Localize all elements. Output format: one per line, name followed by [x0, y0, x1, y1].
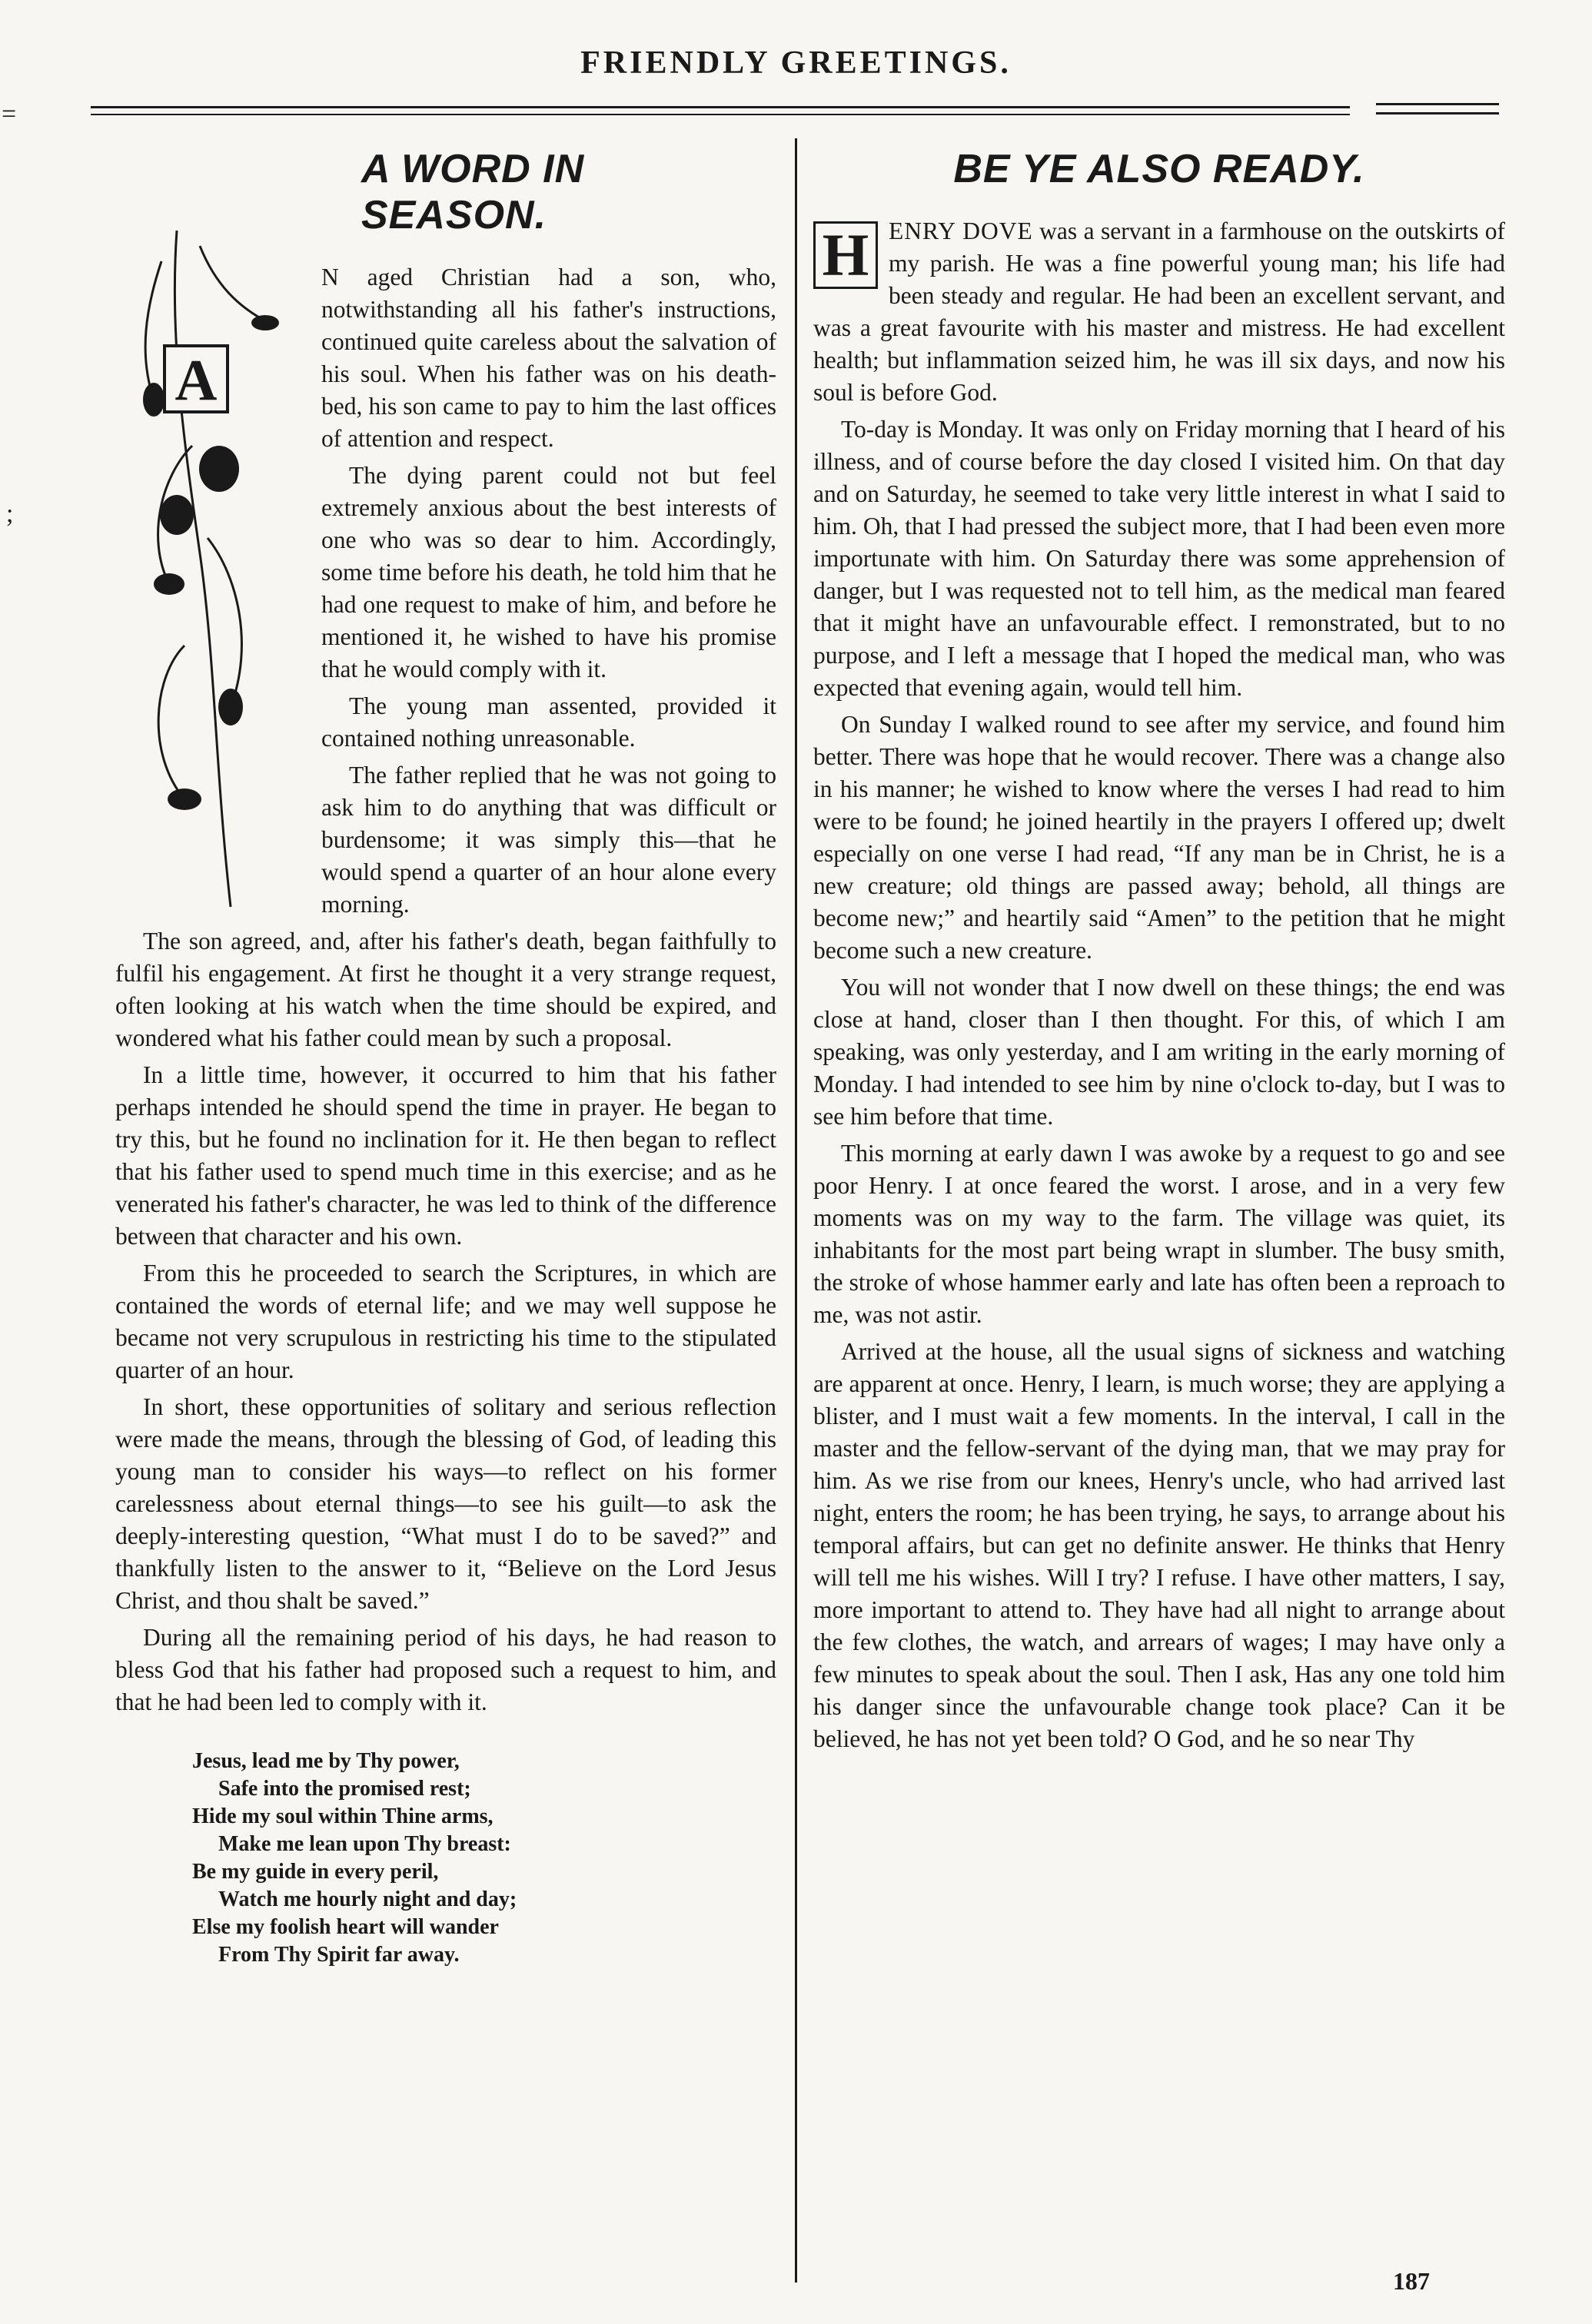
left-paragraph-9: During all the remaining period of his days, he had reason to bless God that his father had proposed such a request to him, and that he had been led to comply with it.	[115, 1624, 776, 1715]
lead-smallcaps: ENRY DOVE	[889, 217, 1033, 244]
header-rule-bottom	[91, 114, 1350, 115]
poem-line: Make me lean upon Thy breast:	[218, 1832, 511, 1856]
poem-line: Jesus, lead me by Thy power,	[192, 1749, 460, 1773]
margin-mark-semicolon: ;	[6, 500, 14, 528]
right-column	[813, 146, 1505, 1755]
left-paragraph-5: The son agreed, and, after his father's death, began faithfully to fulfil his engagement. At first he thought it a very strange request, often looking at his watch when the time should be expired, and wondered what his father could mean by such a proposal.	[115, 928, 776, 1051]
header-rule-right-top	[1376, 103, 1499, 105]
article-title-right: BE YE ALSO READY.	[953, 147, 1365, 191]
header-rule-right-bottom	[1376, 112, 1499, 115]
column-divider	[795, 138, 797, 2282]
left-paragraph-2: The dying parent could not but feel extremely anxious about the best interests of one who was so dear to him. Accordingly, some time before his death, he told him that he had one request to make of him, and before he mentioned it, he wished to have his promise that he would comply with it.	[321, 462, 776, 682]
left-paragraph-6: In a little time, however, it occurred to him that his father perhaps intended he should spend the time in prayer. He began to try this, but he found no inclination for it. He then began to reflect that his father used to spend much time in this exercise; and as he venerated his father's character, he was led to think of the difference between that character and his own.	[115, 1061, 776, 1250]
right-paragraph-4: You will not wonder that I now dwell on these things; the end was close at hand, closer than I then thought. For this, of which I am speaking, was only yesterday, and I am writing in the early morning of Monday. I had intended to see him by nine o'clock to-day, but I was to see him before that time.	[813, 974, 1505, 1130]
left-paragraph-4: The father replied that he was not going to ask him to do anything that was difficult or burdensome; it was simply this—that he would spend a quarter of an hour alone every morning.	[321, 762, 776, 918]
right-paragraph-1	[813, 215, 1505, 409]
left-paragraph-7: From this he proceeded to search the Scriptures, in which are contained the words of eternal life; and we may well suppose he became not very scrupulous in restricting his time to the stipulated quarter of an hour.	[115, 1260, 776, 1383]
poem-line: Safe into the promised rest;	[218, 1777, 471, 1801]
page-number: 187	[1393, 2267, 1430, 2295]
masthead: FRIENDLY GREETINGS.	[580, 45, 1012, 81]
hymn-verse	[192, 1748, 776, 1969]
poem-line: Else my foolish heart will wander	[192, 1915, 499, 1939]
margin-mark-left: =	[2, 100, 17, 128]
left-paragraph-3: The young man assented, provided it contained nothing unreasonable.	[321, 692, 776, 752]
left-paragraph-8: In short, these opportunities of solitary and serious reflection were made the means, through the blessing of God, of leading this young man to consider his ways—to reflect on his former carelessness about eternal things—to see his guilt—to ask the deeply-interesting question, “What must I do to be saved?” and thankfully listen to the answer to it, “Believe on the Lord Jesus Christ, and thou shalt be saved.”	[115, 1393, 776, 1614]
right-paragraph-3: On Sunday I walked round to see after my service, and found him better. There was hope that he would recover. There was a change also in his manner; he wished to know where the verses I had read to him were to be found; he joined heartily in the prayers I offered up; dwelt especially on one verse I had read, “If any man be in Christ, he is a new creature; old things are passed away; behold, all things are become new;” and heartily said “Amen” to the petition that he might become such a new creature.	[813, 711, 1505, 964]
dropcap-left: A	[174, 348, 218, 413]
right-paragraph-6: Arrived at the house, all the usual signs of sickness and watching are apparent at once. Henry, I learn, is much worse; they are applying a blister, and I must wait a few moments. In the interval, I call in the master and the fellow-servant of the dying man, that we may pray for him. As we rise from our knees, Henry's uncle, who had arrived last night, enters the room; he has been trying, he says, to arrange about his temporal affairs, but can get no definite answer. He thinks that Henry will tell me his wishes. Will I try? I refuse. I have other matters, I say, more important to attend to. They have had all night to arrange about the few clothes, the watch, and arrears of wages; I may have only a few minutes to speak about the soul. Then I ask, Has any one told him his danger since the unfavourable change took place? Can it be believed, he has not yet been told? O God, and he so near Thy	[813, 1338, 1505, 1752]
right-paragraph-5: This morning at early dawn I was awoke by a request to go and see poor Henry. I at once feared the worst. I arose, and in a very few moments was on my way to the farm. The village was quiet, its inhabitants for the most part being wrapt in slumber. The busy smith, the stroke of whose hammer early and late has often been a reproach to me, was not astir.	[813, 1140, 1505, 1328]
left-paragraph-1: N aged Christian had a son, who, notwithstanding all his father's instructions, continued quite careless about the salvation of his soul. When his father was on his death-bed, his son came to pay to him the last offices of attention and respect.	[321, 264, 776, 452]
floral-ornament-icon	[85, 215, 307, 922]
poem-line: Hide my soul within Thine arms,	[192, 1804, 494, 1828]
poem-line: From Thy Spirit far away.	[218, 1943, 460, 1967]
article-title-left: A WORD IN SEASON.	[361, 147, 585, 237]
right-paragraph-1-text: was a servant in a farmhouse on the outskirts of my parish. He was a fine powerful young man; his life had been steady and regular. He had been an excellent servant, and was a great favourite with his master and mistress. He had excellent health; but inflammation seized him, he was ill six days, and now his soul is before God.	[813, 217, 1505, 406]
dropcap-right: H	[813, 221, 878, 289]
poem-line: Watch me hourly night and day;	[218, 1887, 517, 1911]
left-column	[115, 146, 776, 1969]
right-paragraph-2: To-day is Monday. It was only on Friday morning that I heard of his illness, and of course before the day closed I visited him. On that day and on Saturday, he seemed to take very little interest in what I said to him. Oh, that I had pressed the subject more, that I had been even more importunate with him. On Saturday there was some apprehension of danger, but I was requested not to tell him, as the medical man feared that it might have an unfavourable effect. I remonstrated, but to no purpose, and I left a message that I hoped the medical man, who was expected that evening again, would tell him.	[813, 416, 1505, 701]
poem-line: Be my guide in every peril,	[192, 1860, 439, 1884]
header-rule-top	[91, 106, 1350, 108]
